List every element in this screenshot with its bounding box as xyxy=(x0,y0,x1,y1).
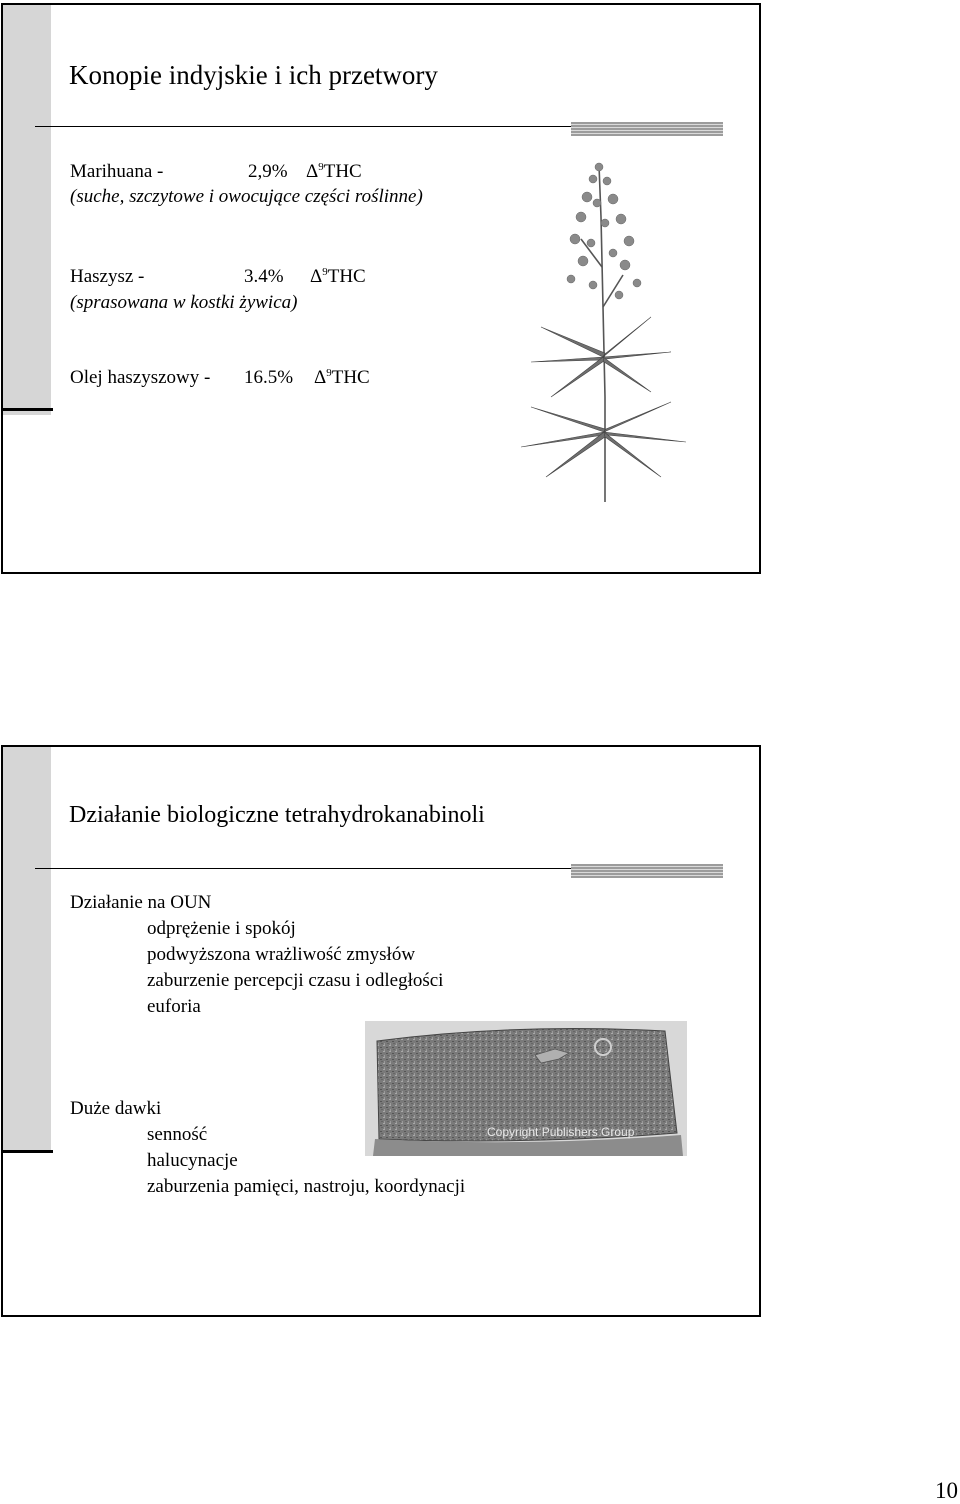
hashish-photo xyxy=(365,1021,687,1156)
rule-block xyxy=(571,122,723,136)
photo-watermark: Copyright Publishers Group xyxy=(487,1125,635,1139)
item-thc: $\Delta^9THC$ xyxy=(314,367,370,388)
list-item: halucynacje xyxy=(147,1150,238,1171)
side-band xyxy=(3,5,51,415)
item-haszysz xyxy=(70,266,366,287)
item-value: 2,9% xyxy=(248,161,288,182)
item-olej xyxy=(70,367,370,388)
slide-title: Konopie indyjskie i ich przetwory xyxy=(69,60,438,90)
list-item: zaburzenie percepcji czasu i odległości xyxy=(147,970,444,991)
cannabis-plant-illustration xyxy=(501,157,709,505)
list-item: podwyższona wrażliwość zmysłów xyxy=(147,944,416,965)
item-value: 16.5% xyxy=(244,367,294,388)
page-number: 10 xyxy=(935,1478,958,1503)
item-name: Olej haszyszowy - xyxy=(70,367,211,388)
slide-title: Działanie biologiczne tetrahydrokanabinoli xyxy=(69,802,485,828)
slide-2 xyxy=(1,745,761,1317)
item-thc: $\Delta^9THC$ xyxy=(306,161,362,182)
item-name: Marihuana - xyxy=(70,161,164,182)
item-note: (suche, szczytowe i owocujące części roślinne) xyxy=(70,186,423,207)
list-item: zaburzenia pamięci, nastroju, koordynacji xyxy=(147,1176,466,1197)
item-value: 3.4% xyxy=(244,266,284,287)
list-item: euforia xyxy=(147,996,201,1017)
list-item: odprężenie i spokój xyxy=(147,918,296,939)
list-item: senność xyxy=(147,1124,208,1145)
item-note: (sprasowana w kostki żywica) xyxy=(70,292,298,313)
side-mark xyxy=(3,1150,53,1153)
item-thc: $\Delta^9THC$ xyxy=(310,266,366,287)
item-name: Haszysz - xyxy=(70,266,145,287)
item-marihuana xyxy=(70,161,362,182)
rule-block xyxy=(571,864,723,878)
side-band xyxy=(3,747,51,1152)
section-heading: Duże dawki xyxy=(70,1098,162,1119)
slide-1 xyxy=(1,3,761,574)
section-heading: Działanie na OUN xyxy=(70,892,212,913)
side-mark xyxy=(3,408,53,411)
